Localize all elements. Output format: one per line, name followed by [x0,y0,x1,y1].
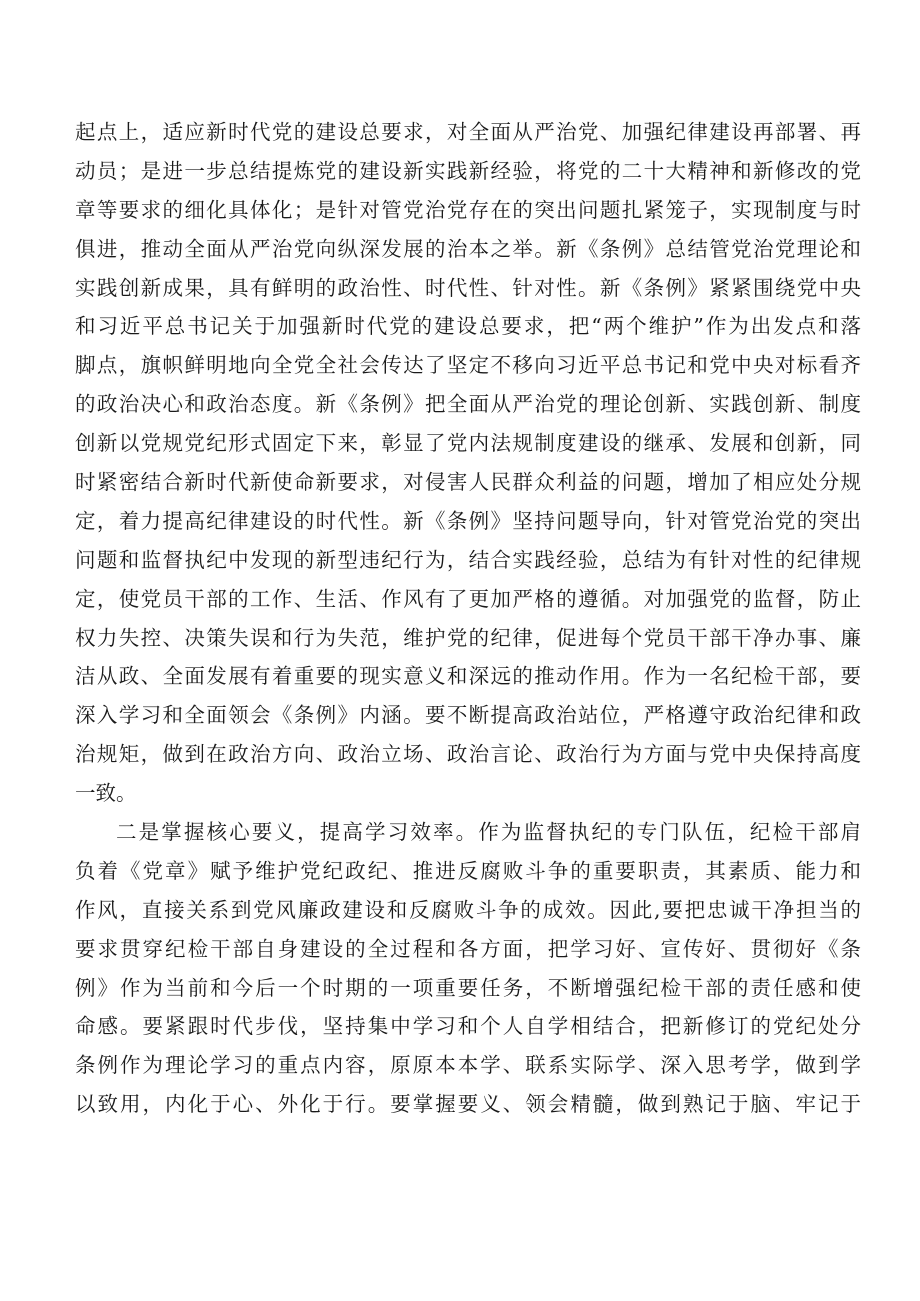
paragraph-line: 俱进，推动全面从严治党向纵深发展的治本之举。新《条例》总结管党治党理论和 [75,236,861,261]
paragraph-line: 要求贯穿纪检干部自身建设的全过程和各方面，把学习好、宣传好、贯彻好《条 [75,936,861,961]
paragraph-line: 洁从政、全面发展有着重要的现实意义和深远的推动作用。作为一名纪检干部，要 [75,664,861,689]
paragraph-line: 的政治决心和政治态度。新《条例》把全面从严治党的理论创新、实践创新、制度 [75,392,861,417]
paragraph-2 [75,813,861,1124]
paragraph-line: 条例作为理论学习的重点内容，原原本本学、联系实际学、深入思考学，做到学 [75,1053,861,1078]
paragraph-line: 一致。 [75,781,137,806]
paragraph-line: 起点上，适应新时代党的建设总要求，对全面从严治党、加强纪律建设再部署、再 [75,120,861,144]
paragraph-line: 创新以党规党纪形式固定下来，彰显了党内法规制度建设的继承、发展和创新，同 [75,431,861,456]
paragraph-line: 脚点，旗帜鲜明地向全党全社会传达了坚定不移向习近平总书记和党中央对标看齐 [75,353,861,378]
paragraph-line: 作风，直接关系到党风廉政建设和反腐败斗争的成效。因此,要把忠诚干净担当的 [75,897,861,922]
document-body [75,113,861,1124]
paragraph-line: 章等要求的细化具体化；是针对管党治党存在的突出问题扎紧笼子，实现制度与时 [75,197,861,222]
paragraph-line: 深入学习和全面领会《条例》内涵。要不断提高政治站位，严格遵守政治纪律和政 [75,703,861,728]
paragraph-line: 定，着力提高纪律建设的时代性。新《条例》坚持问题导向，针对管党治党的突出 [75,508,861,533]
paragraph-line: 二是掌握核心要义，提高学习效率。作为监督执纪的专门队伍，纪检干部肩 [116,820,861,845]
paragraph-line: 问题和监督执纪中发现的新型违纪行为，结合实践经验，总结为有针对性的纪律规 [75,547,861,572]
paragraph-line: 命感。要紧跟时代步伐，坚持集中学习和个人自学相结合，把新修订的党纪处分 [75,1014,861,1039]
paragraph-1 [75,113,861,813]
paragraph-line: 和习近平总书记关于加强新时代党的建设总要求，把“两个维护”作为出发点和落 [75,314,861,339]
paragraph-line: 负着《党章》赋予维护党纪政纪、推进反腐败斗争的重要职责，其素质、能力和 [75,858,861,883]
paragraph-line: 权力失控、决策失误和行为失范，维护党的纪律，促进每个党员干部干净办事、廉 [75,625,861,650]
paragraph-line: 以致用，内化于心、外化于行。要掌握要义、领会精髓，做到熟记于脑、牢记于 [75,1092,861,1117]
paragraph-line: 实践创新成果，具有鲜明的政治性、时代性、针对性。新《条例》紧紧围绕党中央 [75,275,861,300]
paragraph-line: 定，使党员干部的工作、生活、作风有了更加严格的遵循。对加强党的监督，防止 [75,586,861,611]
paragraph-line: 时紧密结合新时代新使命新要求，对侵害人民群众利益的问题，增加了相应处分规 [75,470,861,495]
paragraph-line: 例》作为当前和今后一个时期的一项重要任务，不断增强纪检干部的责任感和使 [75,975,861,1000]
paragraph-line: 动员；是进一步总结提炼党的建设新实践新经验，将党的二十大精神和新修改的党 [75,158,861,183]
paragraph-line: 治规矩，做到在政治方向、政治立场、政治言论、政治行为方面与党中央保持高度 [75,742,861,767]
